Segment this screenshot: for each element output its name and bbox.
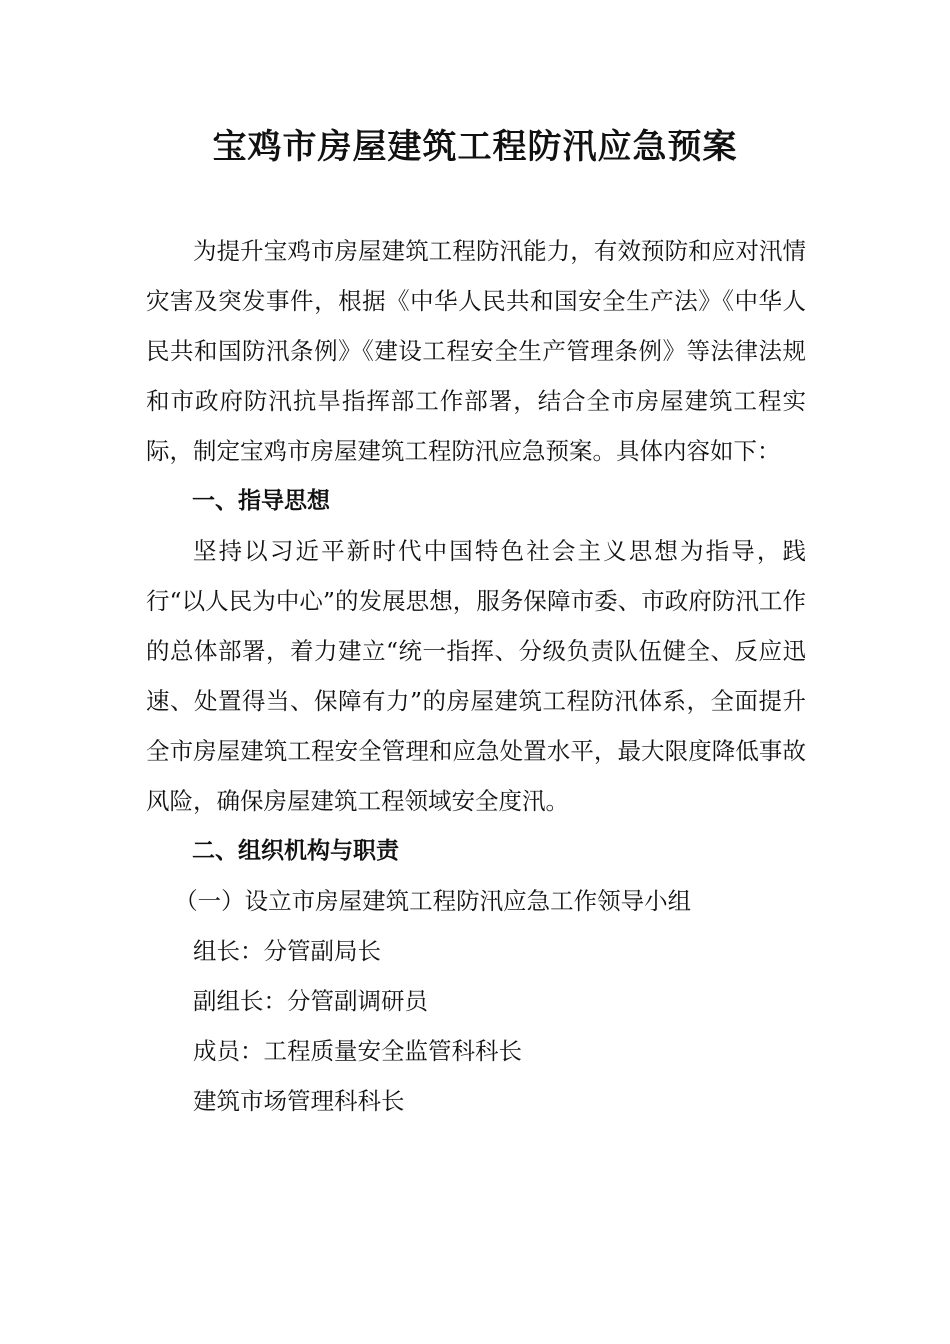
document-title: 宝鸡市房屋建筑工程防汛应急预案 [212, 127, 738, 167]
section-heading-guiding-ideology: 一、指导思想 [192, 488, 330, 514]
guiding-ideology-paragraph: 坚持以习近平新时代中国特色社会主义思想为指导，践行“以人民为中心”的发展思想，服务保障市委、市政府防汛工作的总体部署，着力建立“统一指挥、分级负责队伍健全、反应迅速、处置得当、保障有力”的房屋建筑工程防汛体系，全面提升全市房屋建筑工程安全管理和应急处置水平，最大限度降低事故风险，确保房屋建筑工程领域安全度汛。 [146, 537, 806, 815]
members-line: 成员：工程质量安全监管科科长 [193, 1037, 522, 1065]
intro-paragraph: 为提升宝鸡市房屋建筑工程防汛能力，有效预防和应对汛情灾害及突发事件，根据《中华人民共和国安全生产法》《中华人民共和国防汛条例》《建设工程安全生产管理条例》等法律法规和市政府防汛抗旱指挥部工作部署，结合全市房屋建筑工程实际，制定宝鸡市房屋建筑工程防汛应急预案。具体内容如下： [146, 237, 806, 465]
section-heading-organization: 二、组织机构与职责 [192, 838, 399, 864]
member-line-market: 建筑市场管理科科长 [193, 1087, 405, 1115]
deputy-leader-line: 副组长：分管副调研员 [193, 987, 428, 1015]
document-body [146, 226, 806, 1126]
group-leader-line: 组长：分管副局长 [193, 937, 381, 965]
subsection-heading-leading-group: （一）设立市房屋建筑工程防汛应急工作领导小组 [174, 887, 692, 915]
